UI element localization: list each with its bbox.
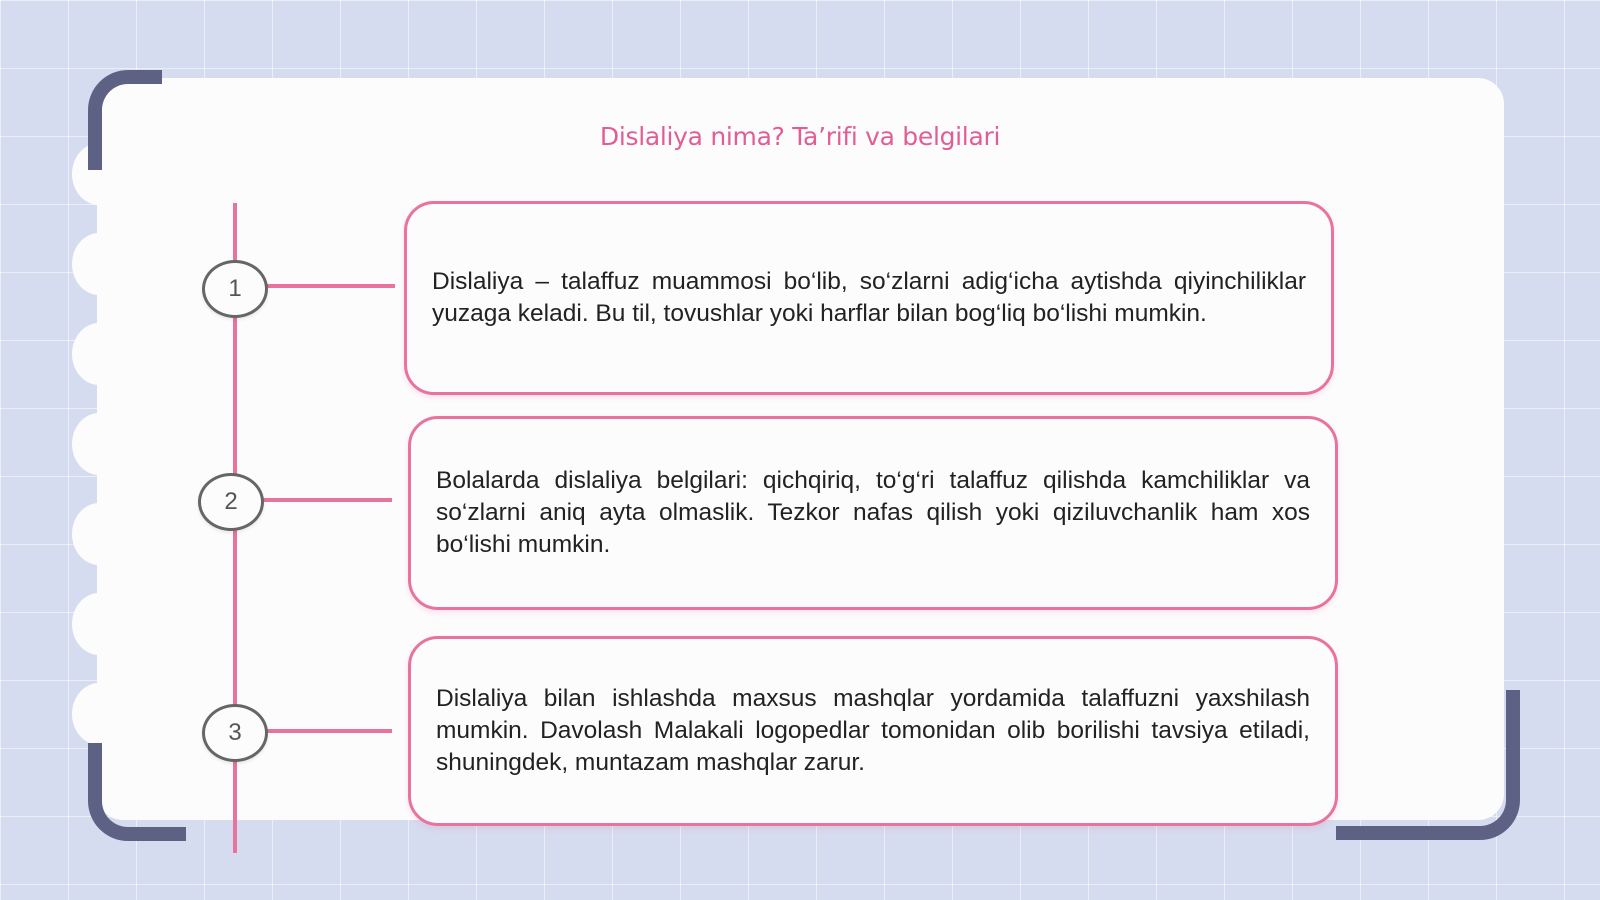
info-card-2: [408, 416, 1338, 610]
paper-scallop: [72, 413, 126, 475]
paper-scallop: [72, 593, 126, 655]
paper-scallop: [72, 503, 126, 565]
step-number-2: 2: [198, 473, 264, 531]
paper-scallop: [72, 683, 126, 745]
frame-corner-bottom-right: [1336, 690, 1520, 840]
frame-corner-top-left: [88, 70, 162, 170]
info-card-text: Dislaliya bilan ishlashda maxsus mashqlar yordamida talaffuzni yaxshilash mumkin. Davolash Malakali logopedlar tomonidan olib borilishi tavsiya etiladi, shuningdek, muntazam mashqlar zarur.: [436, 685, 1310, 776]
info-card-3: [408, 636, 1338, 826]
timeline-connector: [262, 498, 392, 502]
info-card-text: Dislaliya – talaffuz muammosi bo‘lib, so‘zlarni adig‘icha aytishda qiyinchiliklar yuzaga keladi. Bu til, tovushlar yoki harflar bilan bog‘liq bo‘lishi mumkin.: [432, 268, 1306, 327]
paper-scallop: [72, 323, 126, 385]
slide-title: Dislaliya nima? Ta’rifi va belgilari: [599, 122, 1001, 151]
timeline-connector: [266, 284, 395, 288]
paper-scallop: [72, 233, 126, 295]
timeline-connector: [266, 729, 392, 733]
frame-corner-bottom-left: [88, 743, 186, 841]
step-number-3: 3: [202, 704, 268, 762]
step-number-1: 1: [202, 260, 268, 318]
info-card-1: [404, 201, 1334, 395]
info-card-text: Bolalarda dislaliya belgilari: qichqiriq, to‘g‘ri talaffuz qilishda kamchiliklar va so‘zlarni aniq ayta olmaslik. Tezkor nafas qilish yoki qiziluvchanlik ham xos bo‘lishi mumkin.: [436, 467, 1310, 558]
